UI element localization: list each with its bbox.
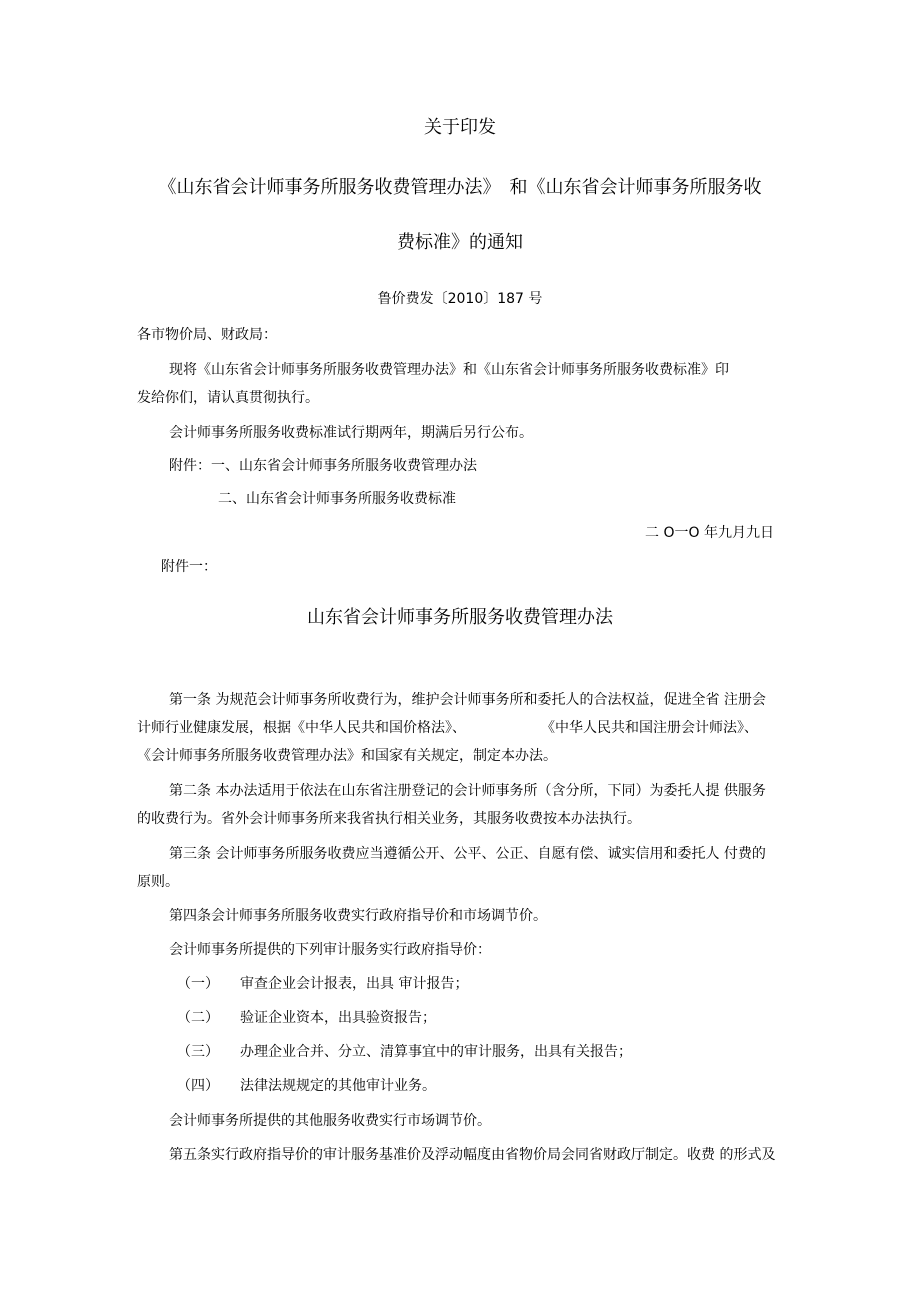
body-paragraph-1-line-1: 现将《山东省会计师事务所服务收费管理办法》和《山东省会计师事务所服务收费标准》印 <box>169 362 729 378</box>
list-item-text: 审查企业会计报表，出具 审计报告； <box>240 976 469 992</box>
list-item-text: 办理企业合并、分立、清算事宜中的审计服务，出具有关报告； <box>240 1044 632 1060</box>
article-1-line-1: 第一条 为规范会计师事务所收费行为，维护会计师事务所和委托人的合法权益，促进全省 注册会 <box>169 692 766 708</box>
list-item-text: 法律法规规定的其他审计业务。 <box>240 1078 436 1094</box>
body-paragraph-2: 会计师事务所服务收费标准试行期两年，期满后另行公布。 <box>169 425 533 441</box>
article-4: 第四条会计师事务所服务收费实行政府指导价和市场调节价。 <box>169 908 547 924</box>
document-number: 鲁价费发〔2010〕187 号 <box>377 291 543 307</box>
attachment-item-1: 附件：一、山东省会计师事务所服务收费管理办法 <box>169 458 477 474</box>
title-line-1: 关于印发 <box>424 117 496 138</box>
article-2-line-2: 的收费行为。省外会计师事务所来我省执行相关业务，其服务收费按本办法执行。 <box>137 811 641 827</box>
article-3-line-1: 第三条 会计师事务所服务收费应当遵循公开、公平、公正、自愿有偿、诚实信用和委托人 付费的 <box>169 846 766 862</box>
article-1-line-3: 《会计师事务所服务收费管理办法》和国家有关规定，制定本办法。 <box>137 748 557 764</box>
body-paragraph-1-line-2: 发给你们，请认真贯彻执行。 <box>137 390 319 406</box>
list-item-text: 验证企业资本，出具验资报告； <box>240 1010 436 1026</box>
list-item-number: （一） <box>177 976 219 992</box>
title-line-2: 《山东省会计师事务所服务收费管理办法》 和《山东省会计师事务所服务收 <box>158 177 762 198</box>
title-line-3: 费标准》的通知 <box>397 232 523 253</box>
article-4-market-price: 会计师事务所提供的其他服务收费实行市场调节价。 <box>169 1113 491 1129</box>
article-4-subheading: 会计师事务所提供的下列审计服务实行政府指导价： <box>169 942 491 958</box>
issue-date: 二 O一O 年九月九日 <box>645 525 774 541</box>
list-item-number: （四） <box>177 1078 219 1094</box>
list-item-number: （二） <box>177 1010 219 1026</box>
appendix-label: 附件一： <box>161 559 217 575</box>
appendix-title: 山东省会计师事务所服务收费管理办法 <box>307 607 613 628</box>
attachment-item-2: 二、山东省会计师事务所服务收费标准 <box>218 491 456 507</box>
article-2-line-1: 第二条 本办法适用于依法在山东省注册登记的会计师事务所（含分所，下同）为委托人提 供服务 <box>169 783 766 799</box>
article-1-line-2a: 计师行业健康发展，根据《中华人民共和国价格法》、 <box>137 720 466 736</box>
article-3-line-2: 原则。 <box>137 874 179 890</box>
addressee: 各市物价局、财政局： <box>137 327 277 343</box>
list-item-number: （三） <box>177 1044 219 1060</box>
article-1-line-2b: 《中华人民共和国注册会计师法》、 <box>541 720 758 736</box>
article-5-line-1: 第五条实行政府指导价的审计服务基准价及浮动幅度由省物价局会同省财政厅制定。收费 的形式及 <box>169 1147 776 1163</box>
